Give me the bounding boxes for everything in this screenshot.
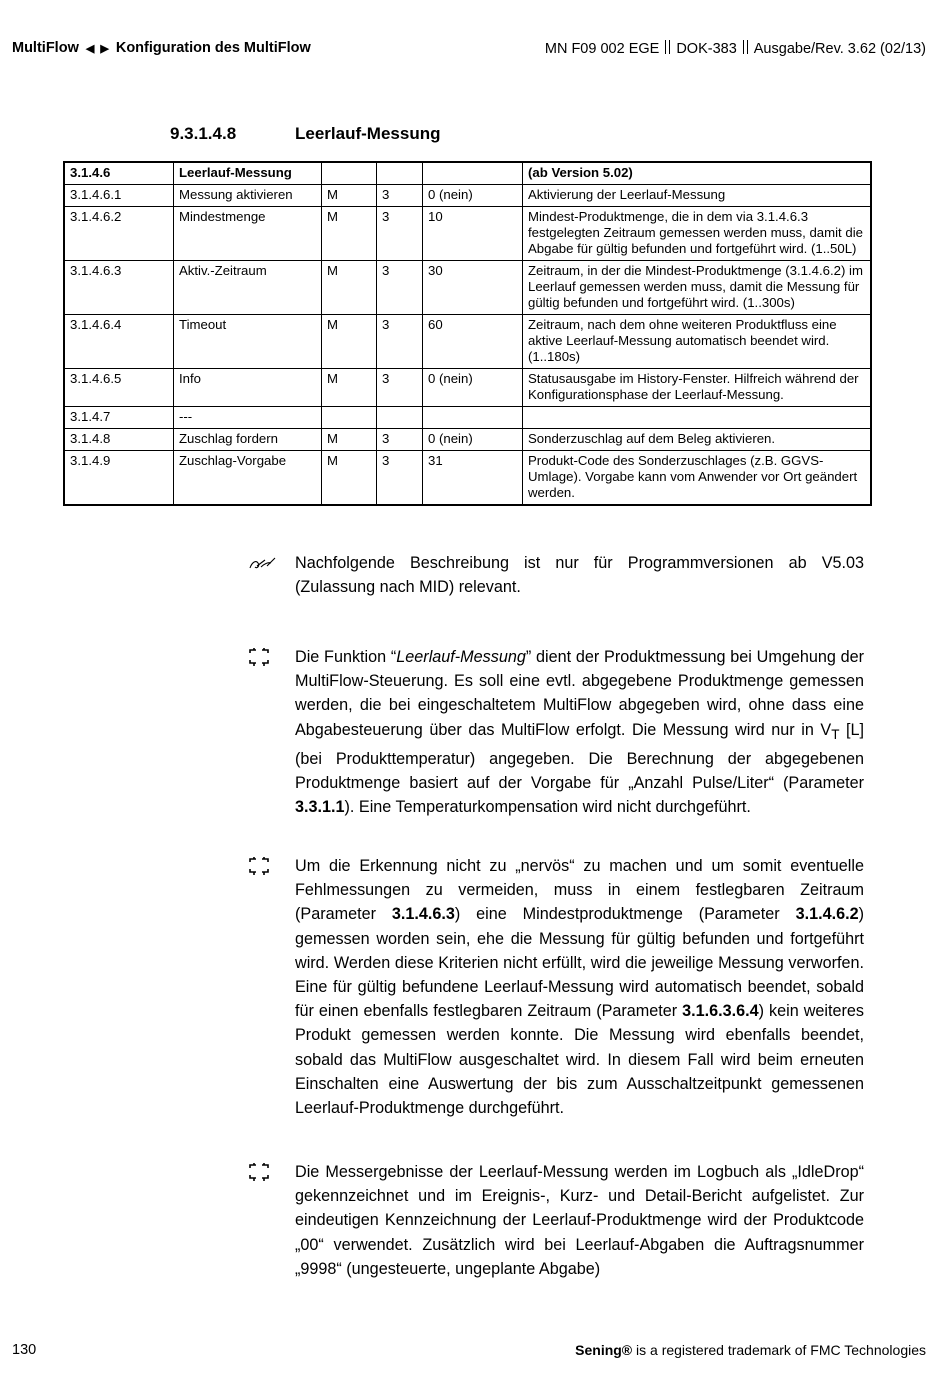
page-number: 130 — [12, 1342, 37, 1358]
table-cell-default — [423, 407, 523, 429]
table-cell-desc — [523, 407, 872, 429]
header-chapter: Konfiguration des MultiFlow — [115, 40, 311, 56]
footer-trademark — [575, 1342, 926, 1358]
table-cell-m: M — [322, 261, 377, 315]
info-box-icon — [248, 647, 270, 672]
paragraph-detection: Um die Erkennung nicht zu „nervös“ zu machen und um somit eventuelle Fehlmessungen zu vermeiden, muss in einem festlegbaren Zeitraum (Parameter 3.1.4.6.3) eine Mindestproduktmenge (Parameter 3.1.4.6.2) gemessen worden sein, ehe die Messung für gültig befunden und fortgeführt wird. Werden diese Kriterien nicht erfüllt, wird die jeweilige Messung verworfen. Eine für gültig befundene Leerlauf-Messung wird automatisch beendet, sobald für einen ebenfalls festlegbaren Zeitraum (Parameter 3.1.6.3.6.4) kein weiteres Produkt gemessen werden konnte. Die Messung wird ebenfalls beendet, sobald das MultiFlow ausgeschaltet wird. In diesem Fall wird beim erneuten Einschalten eine Auswertung der bis zum Ausschaltzeitpunkt gemessenen Leerlauf-Produktmenge durchgeführt. — [295, 857, 865, 1118]
header-title — [12, 40, 311, 56]
table-cell-id: 3.1.4.6.3 — [64, 261, 174, 315]
table-row — [64, 407, 871, 429]
table-cell-default: 31 — [423, 451, 523, 506]
parameter-table — [63, 161, 872, 506]
header-doc-info — [545, 40, 926, 57]
arrow-right-icon: ▶ — [100, 43, 109, 55]
table-cell-id: 3.1.4.6.2 — [64, 207, 174, 261]
table-row — [64, 429, 871, 451]
table-cell-desc: Aktivierung der Leerlauf-Messung — [523, 185, 872, 207]
table-cell-m: M — [322, 451, 377, 506]
table-row — [64, 185, 871, 207]
table-cell-n: 3 — [377, 185, 423, 207]
table-cell-desc: Zeitraum, nach dem ohne weiteren Produktfluss eine aktive Leerlauf-Messung automatisch beendet wird. (1..180s) — [523, 315, 872, 369]
table-cell-default: 10 — [423, 207, 523, 261]
table-cell-m: M — [322, 315, 377, 369]
header-product: MultiFlow — [12, 40, 79, 56]
table-cell-id: 3.1.4.6.4 — [64, 315, 174, 369]
table-cell-n: 3 — [377, 451, 423, 506]
info-box-icon — [248, 1162, 270, 1187]
arrow-left-icon: ◀ — [85, 43, 95, 55]
page-header — [12, 40, 926, 60]
table-cell-name: Zuschlag fordern — [174, 429, 322, 451]
table-cell-id: 3.1.4.6.1 — [64, 185, 174, 207]
table-header-version: (ab Version 5.02) — [523, 162, 872, 185]
separator — [743, 40, 748, 54]
table-cell-desc: Mindest-Produktmenge, die in dem via 3.1.4.6.3 festgelegten Zeitraum gemessen werden muss, damit die Abgabe für gültig befunden und fortgeführt wird. (1..50L) — [523, 207, 872, 261]
table-cell-n: 3 — [377, 315, 423, 369]
info-box-icon — [248, 856, 270, 881]
table-row — [64, 451, 871, 506]
table-cell-n: 3 — [377, 261, 423, 315]
header-revision: Ausgabe/Rev. 3.62 (02/13) — [753, 41, 926, 57]
table-cell-default: 0 (nein) — [423, 429, 523, 451]
table-cell-name: Info — [174, 369, 322, 407]
table-cell — [377, 162, 423, 185]
section-number: 9.3.1.4.8 — [170, 124, 237, 143]
paragraph-function: Die Funktion “Leerlauf-Messung” dient der Produktmessung bei Umgehung der MultiFlow-Steuerung. Es soll eine evtl. abgegebene Produktmenge gemessen werden, die bei eingeschaltetem MultiFlow abgegeben wird, ohne dass eine Abgabesteuerung über das MultiFlow erfolgt. Die Messung wird nur in $V_T$ [L] (bei Produkttemperatur) angegeben. Die Berechnung der abgegebenen Produktmenge basiert auf der Vorgabe für „Anzahl Pulse/Liter“ (Parameter 3.3.1.1). Eine Temperaturkompensation wird nicht durchgeführt. — [295, 648, 864, 817]
table-cell — [423, 162, 523, 185]
table-cell — [322, 162, 377, 185]
table-cell-n: 3 — [377, 429, 423, 451]
table-header-id: 3.1.4.6 — [64, 162, 174, 185]
table-cell-m: M — [322, 185, 377, 207]
separator — [665, 40, 670, 54]
writing-hand-icon — [248, 554, 278, 577]
table-row — [64, 315, 871, 369]
table-cell-name: Timeout — [174, 315, 322, 369]
table-cell-id: 3.1.4.9 — [64, 451, 174, 506]
table-cell-n: 3 — [377, 207, 423, 261]
table-cell-m — [322, 407, 377, 429]
table-row — [64, 261, 871, 315]
table-cell-id: 3.1.4.6.5 — [64, 369, 174, 407]
table-cell-default: 0 (nein) — [423, 369, 523, 407]
table-cell-m: M — [322, 429, 377, 451]
note-text: Nachfolgende Beschreibung ist nur für Programmversionen ab V5.03 (Zulassung nach MID) relevant. — [295, 554, 864, 596]
table-cell-default: 0 (nein) — [423, 185, 523, 207]
table-cell-name: Aktiv.-Zeitraum — [174, 261, 322, 315]
table-cell-n: 3 — [377, 369, 423, 407]
table-cell-n — [377, 407, 423, 429]
table-row — [64, 369, 871, 407]
table-cell-m: M — [322, 207, 377, 261]
header-dok: DOK-383 — [676, 41, 737, 57]
table-cell-id: 3.1.4.8 — [64, 429, 174, 451]
footer-trademark-text: is a registered trademark of FMC Technologies — [632, 1342, 926, 1358]
section-title: Leerlauf-Messung — [295, 124, 441, 143]
table-cell-m: M — [322, 369, 377, 407]
table-cell-desc: Zeitraum, in der die Mindest-Produktmenge (3.1.4.6.2) im Leerlauf gemessen werden muss, damit die Messung für gültig befunden und fortgeführt wird. (1..300s) — [523, 261, 872, 315]
table-cell-desc: Produkt-Code des Sonderzuschlages (z.B. GGVS-Umlage). Vorgabe kann vom Anwender vor Ort geändert werden. — [523, 451, 872, 506]
table-cell-default: 30 — [423, 261, 523, 315]
header-doc-id: MN F09 002 EGE — [544, 41, 660, 57]
table-cell-id: 3.1.4.7 — [64, 407, 174, 429]
table-cell-name: Zuschlag-Vorgabe — [174, 451, 322, 506]
footer-brand: Sening® — [575, 1342, 633, 1358]
table-header-name: Leerlauf-Messung — [174, 162, 322, 185]
table-cell-name: Messung aktivieren — [174, 185, 322, 207]
section-heading — [170, 124, 440, 144]
table-header-row — [64, 162, 871, 185]
paragraph-results: Die Messergebnisse der Leerlauf-Messung werden im Logbuch als „IdleDrop“ gekennzeichnet und im Ereignis-, Kurz- und Detail-Bericht aufgelistet. Zur eindeutigen Kennzeichnung der Leerlauf-Produktmenge wird der Produktcode „00“ verwendet. Zusätzlich wird bei Leerlauf-Abgaben die Auftragsnummer „9998“ (ungesteuerte, ungeplante Abgabe) — [295, 1163, 864, 1278]
table-cell-desc: Sonderzuschlag auf dem Beleg aktivieren. — [523, 429, 872, 451]
table-cell-name: --- — [174, 407, 322, 429]
table-row — [64, 207, 871, 261]
table-cell-default: 60 — [423, 315, 523, 369]
table-cell-desc: Statusausgabe im History-Fenster. Hilfreich während der Konfigurationsphase der Leerlauf-Messung. — [523, 369, 872, 407]
table-cell-name: Mindestmenge — [174, 207, 322, 261]
